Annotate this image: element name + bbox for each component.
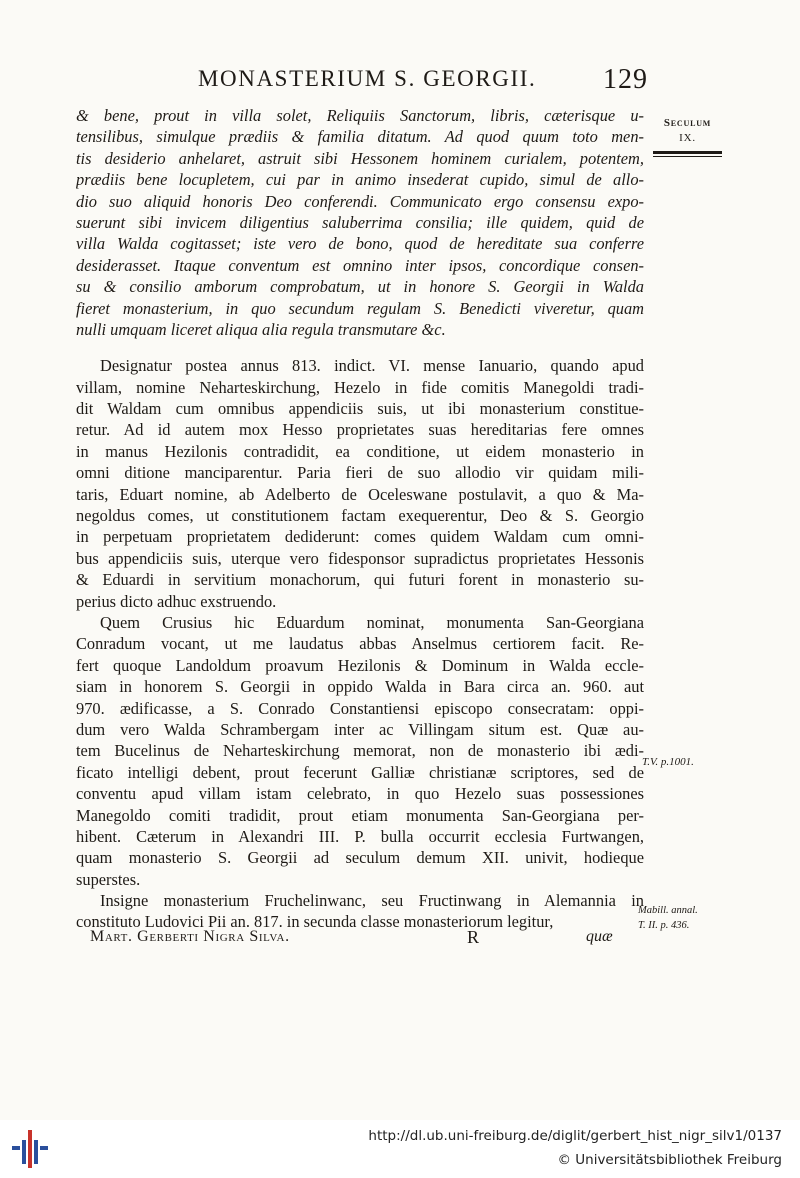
text-line: Conradum vocant, ut me laudatus abbas Anselmus certiorem facit. Re-	[76, 634, 644, 654]
signature-author: Mart. Gerberti Nigra Silva.	[90, 928, 290, 945]
catchword: quæ	[586, 928, 613, 945]
text-line: Manegoldo comiti tradidit, prout etiam monumenta San-Georgiana per-	[76, 805, 644, 825]
text-line: conventu apud villam istam celebrato, in quo Hezelo suas possessiones	[76, 784, 644, 804]
seculum-label: Seculum	[663, 117, 712, 129]
page-permalink[interactable]: http://dl.ub.uni-freiburg.de/diglit/gerbert_hist_nigr_silv1/0137	[368, 1128, 782, 1144]
text-line: constituto Ludovici Pii an. 817. in secunda classe monasteriorum legitur,	[76, 912, 554, 932]
text-line: tem Bucelinus de Neharteskirchung memorat, non de monasterio ibi ædi-	[76, 741, 644, 761]
text-line: retur. Ad id autem mox Hesso proprietates suas hereditarias fere omnes	[76, 420, 644, 440]
text-line: fieret monasterium, in quo secundum regulam S. Benedicti viveretur, quam	[76, 298, 644, 318]
text-line: in perpetuam proprietatem dediderunt: comes quidem Waldam cum omni-	[76, 527, 644, 547]
text-line: siam in honorem S. Georgii in oppido Walda in Bara circa an. 960. aut	[76, 677, 644, 697]
text-line: Insigne monasterium Fruchelinwanc, seu Fructinwang in Alemannia in	[100, 891, 644, 911]
text-line: ficato intelligi debent, prout fecerunt Galliæ christianæ scriptores, sed de	[76, 762, 644, 782]
text-line: tis desiderio anhelaret, astruit sibi Hessonem hominem curialem, potentem,	[76, 148, 644, 168]
text-line: & bene, prout in villa solet, Reliquiis Sanctorum, libris, cæterisque u-	[76, 106, 644, 125]
text-line: perius dicto adhuc exstruendo.	[76, 591, 277, 611]
text-line: villa Walda cogitasset; iste vero de bono, quod de hereditate sua conferre	[76, 234, 644, 254]
paragraph-designatur	[76, 355, 644, 612]
text-line: bus appendiciis suis, uterque vero fidesponsor supradictus proprietates Hessonis	[76, 548, 644, 568]
margin-note-tv: T.V. p.1001.	[642, 756, 694, 768]
seculum-number: IX.	[679, 132, 696, 144]
copyright-notice: © Universitätsbibliothek Freiburg	[557, 1152, 782, 1168]
margin-note-mabillon-line1: Mabill. annal.	[638, 905, 698, 916]
text-line: negoldus comes, ut constitutionem factam exequerentur, Deo & S. Georgio	[76, 506, 644, 526]
seculum-rule	[653, 151, 722, 154]
margin-seculum	[650, 116, 725, 157]
main-text	[76, 105, 644, 933]
text-line: nulli umquam liceret aliqua alia regula transmutare &c.	[76, 319, 446, 339]
page-header	[198, 66, 648, 100]
text-line: 970. ædificasse, a S. Conrado Constantiensi episcopo consecratam: oppi-	[76, 698, 644, 718]
text-line: prædiis bene locupletem, cui par in animo insederat cupido, simul de allo-	[76, 170, 644, 190]
text-line: in manus Hezilonis contradidit, ea conditione, ut eidem monasterio in	[76, 441, 644, 461]
quoted-passage	[76, 105, 644, 340]
text-line: & Eduardi in servitium monachorum, qui futuri forent in monasterio su-	[76, 570, 644, 590]
page-number: 129	[603, 64, 648, 95]
text-line: taris, Eduart nomine, ab Adelberto de Oceleswane postulavit, a quo & Ma-	[76, 484, 644, 504]
viewer-footer	[0, 1120, 800, 1178]
text-line: dum vero Walda Schrambergam inter ac Villingam situm est. Quæ au-	[76, 719, 644, 739]
text-line: hibent. Cæterum in Alexandri III. P. bulla occurrit ecclesia Furtwangen,	[76, 826, 644, 846]
text-line: su & consilio amborum comprobatum, ut in honore S. Georgii in Walda	[76, 277, 644, 297]
paragraph-crusius	[76, 612, 644, 890]
text-line: superstes.	[76, 869, 141, 889]
text-line: fert quoque Landoldum proavum Hezilonis & Dominum in Walda eccle-	[76, 655, 644, 675]
text-line: Quem Crusius hic Eduardum nominat, monumenta San-Georgiana	[100, 612, 644, 632]
paragraph-fruchelinwanc	[76, 890, 644, 933]
text-line: Designatur postea annus 813. indict. VI. mense Ianuario, quando apud	[100, 356, 644, 376]
text-line: suerunt sibi invicem diligentius saluberrima consilia; ille quidem, quid de	[76, 212, 644, 232]
text-line: omni ditione manciparentur. Paria fieri de suo allodio vir quidam mili-	[76, 463, 644, 483]
text-line: villam, nomine Neharteskirchung, Hezelo in fide comitis Manegoldi tradi-	[76, 377, 644, 397]
text-line: tensilibus, simulque prædiis & familia ditatum. Ad quod quum toto men-	[76, 127, 644, 147]
running-title: MONASTERIUM S. GEORGII.	[198, 66, 537, 91]
catchline	[90, 927, 613, 950]
text-line: desiderasset. Itaque conventum est omnino inter ipsos, concordique consen-	[76, 255, 644, 275]
text-line: dio suo aliquid honoris Deo conferendi. Communicato ergo consensu expo-	[76, 191, 644, 211]
margin-note-mabillon	[638, 903, 698, 933]
margin-note-mabillon-line2: T. II. p. 436.	[638, 920, 690, 931]
text-line: dit Waldam cum omnibus appendiciis suis, ut ibi monasterium constitue-	[76, 399, 644, 419]
seculum-rule-thin	[653, 156, 722, 157]
text-line: quam monasterio S. Georgii ad seculum demum XII. univit, hodieque	[76, 848, 644, 868]
signature-mark: R	[467, 927, 480, 947]
library-logo-icon	[10, 1126, 50, 1170]
